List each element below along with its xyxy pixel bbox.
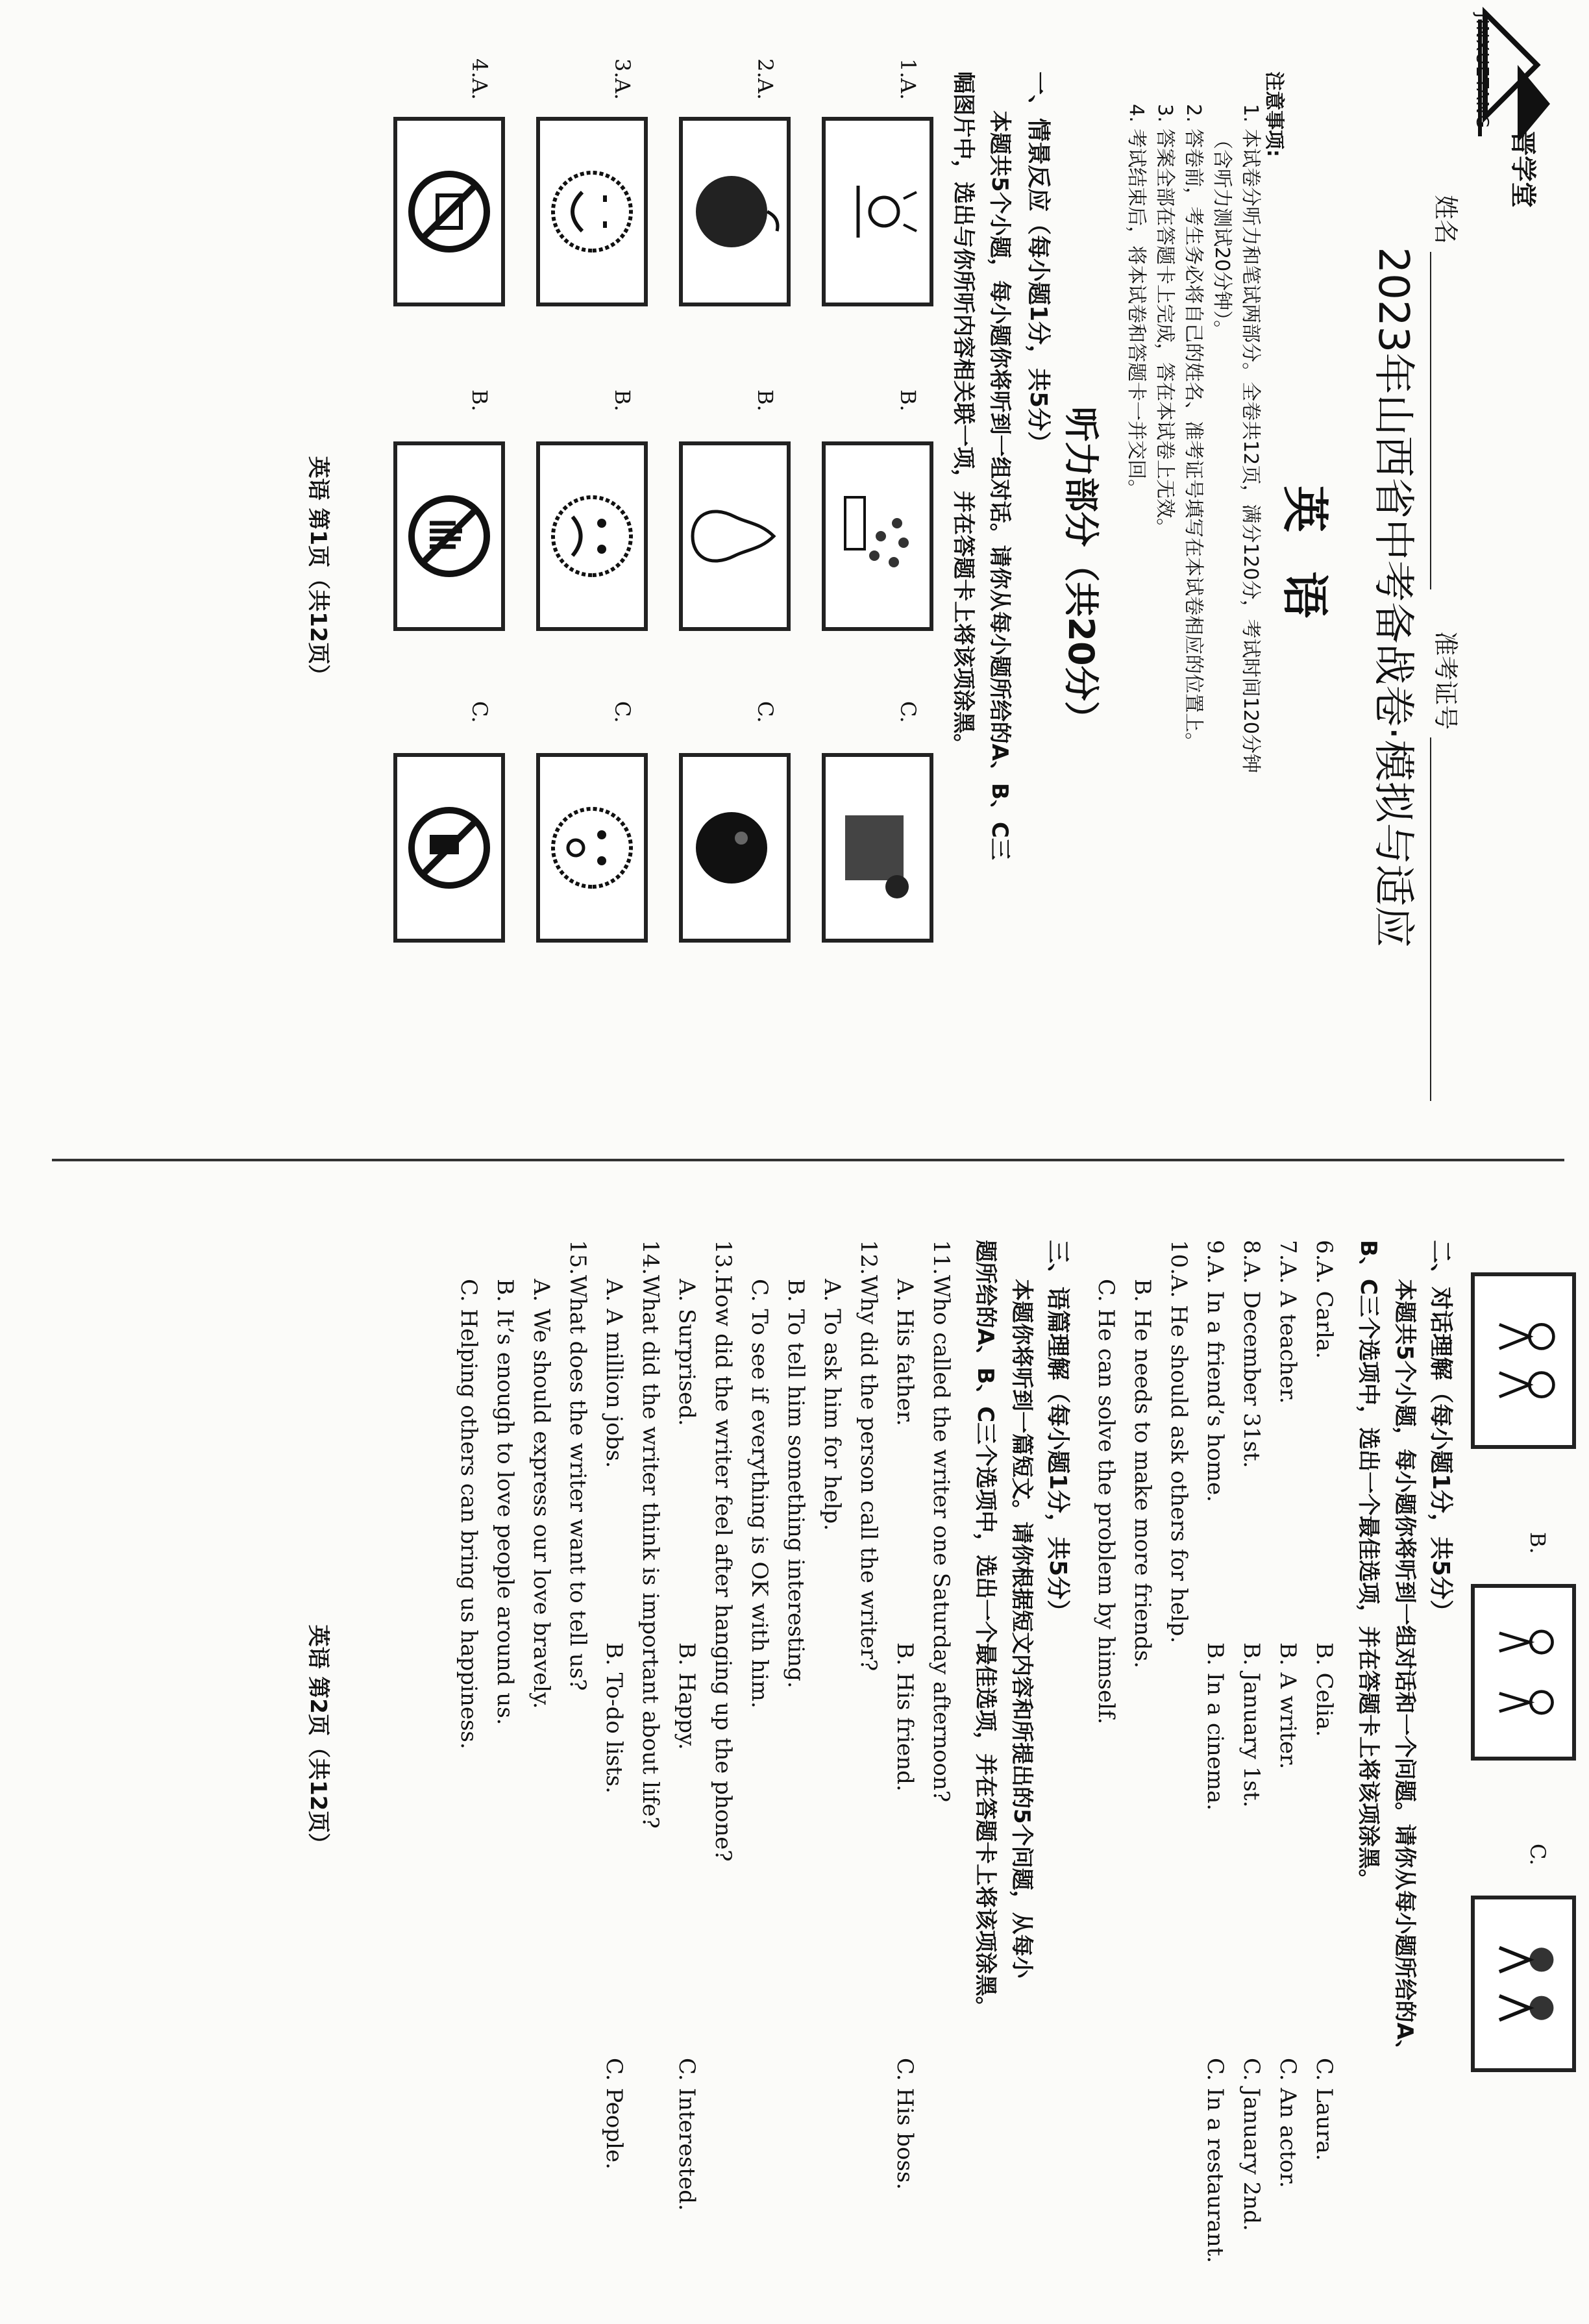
question-row xyxy=(1306,1240,1342,2292)
note-item: 4. 考试结束后，将本试卷和答题卡一并交回。 xyxy=(1125,104,1148,499)
q1-c-label: C. xyxy=(896,701,920,723)
q1-label: 1.A. xyxy=(896,58,920,100)
q2-option-a[interactable] xyxy=(679,117,791,306)
page-footer: 英语 第1页（共12页） xyxy=(305,456,331,687)
sparkle-icon xyxy=(826,121,930,303)
page-footer: 英语 第2页（共12页） xyxy=(305,1624,331,1855)
option-c[interactable]: C. An actor. xyxy=(1275,2058,1301,2188)
face-icon xyxy=(540,445,644,627)
question-text: 11.Who called the writer one Saturday afternoon? xyxy=(928,1240,954,1803)
option-a[interactable]: A. His father. xyxy=(892,1279,918,1426)
section2-instr-line: 本题共5个小题，每小题你将听到一组对话和一个问题。请你从每小题所给的A、 xyxy=(1392,1279,1418,2062)
q3-label: 3.A. xyxy=(610,58,635,100)
section1-title: 一、情景反应（每小题1分，共5分） xyxy=(1025,71,1052,455)
option-a[interactable]: A. A million jobs. xyxy=(601,1279,627,1468)
page-2 xyxy=(0,1168,1589,2311)
option-c[interactable]: C. He can solve the problem by himself. xyxy=(1093,1279,1119,1725)
section1-instructions xyxy=(945,71,1018,1123)
question-row xyxy=(1270,1240,1306,2292)
q5-option-b[interactable] xyxy=(1471,1584,1576,1761)
q5-c-label: C. xyxy=(1525,1844,1550,1866)
q1-option-b[interactable] xyxy=(822,441,933,631)
option-c[interactable]: C. His boss. xyxy=(892,2058,918,2190)
page-title: 2023年山西省中考备战卷·模拟与适应 xyxy=(1369,247,1417,948)
q2-label: 2.A. xyxy=(753,58,778,100)
question-text: 13.How did the writer feel after hanging up the phone? xyxy=(710,1240,736,1862)
q4-option-a[interactable] xyxy=(393,117,505,306)
listening-heading: 听力部分（共20分） xyxy=(1061,406,1102,736)
option-c[interactable]: C. Laura. xyxy=(1311,2058,1337,2161)
page-separator xyxy=(52,1159,1564,1161)
section2-instr-line: B、C三个选项中，选出一个最佳选项，并在答题卡上将该项涂黑。 xyxy=(1355,1240,1381,1891)
section2-questions xyxy=(1088,1240,1342,2292)
option-b[interactable]: B. It’s enough to love people around us. xyxy=(492,1279,518,1725)
q2-b-label: B. xyxy=(753,389,778,412)
option-b[interactable]: B. A writer. xyxy=(1275,1642,1301,1770)
option-a[interactable]: A. Surprised. xyxy=(674,1279,700,1426)
option-c[interactable]: C. In a restaurant. xyxy=(1202,2058,1228,2264)
q4-label: 4.A. xyxy=(467,58,492,100)
q3-option-c[interactable] xyxy=(536,753,648,943)
children-icon xyxy=(1475,1276,1572,1445)
q3-option-a[interactable] xyxy=(536,117,648,306)
q2-option-b[interactable] xyxy=(679,441,791,631)
sparkle-icon xyxy=(826,445,930,627)
name-line[interactable] xyxy=(1430,252,1431,589)
question-row xyxy=(1197,1240,1233,2292)
q5-option-c[interactable] xyxy=(1471,1896,1576,2072)
q4-option-b[interactable] xyxy=(393,441,505,631)
no-drink-icon xyxy=(397,757,501,939)
note-item: 3. 答案全部在答题卡上完成，答在本试卷上无效。 xyxy=(1153,104,1176,538)
q3-option-b[interactable] xyxy=(536,441,648,631)
option-b[interactable]: B. He needs to make more friends. xyxy=(1129,1279,1155,1668)
option-b[interactable]: B. In a cinema. xyxy=(1202,1642,1228,1811)
option-a[interactable]: 10.A. He should ask others for help. xyxy=(1166,1240,1192,1644)
option-a[interactable]: 8.A. December 31st. xyxy=(1238,1240,1264,1468)
notes-title: 注意事项: xyxy=(1263,71,1285,157)
question-row xyxy=(1233,1240,1270,2292)
section3-title: 三、语篇理解（每小题1分，共5分） xyxy=(1044,1240,1071,1624)
section1-instr-line: 本题共5个小题，每小题你将听到一组对话。请你从每小题所给的A、B、C三 xyxy=(987,110,1013,860)
option-c[interactable]: C. People. xyxy=(601,2058,627,2169)
q1-option-c[interactable] xyxy=(822,753,933,943)
option-a[interactable]: A. We should express our love bravely. xyxy=(528,1279,554,1709)
id-label: 准考证号 xyxy=(1431,631,1460,730)
option-b[interactable]: B. To tell him something interesting. xyxy=(783,1279,809,1688)
name-label: 姓名 xyxy=(1431,195,1460,245)
section2-instructions xyxy=(1350,1240,1423,2292)
page-1 xyxy=(0,0,1589,1143)
q4-b-label: B. xyxy=(467,389,492,412)
option-a[interactable]: 7.A. A teacher. xyxy=(1275,1240,1301,1404)
q2-option-c[interactable] xyxy=(679,753,791,943)
q3-b-label: B. xyxy=(610,389,635,412)
children-icon xyxy=(1475,1588,1572,1757)
note-item: （含听力测试20分钟）。 xyxy=(1211,130,1233,340)
no-photo-icon xyxy=(397,121,501,303)
section2-title: 二、对话理解（每小题1分，共5分） xyxy=(1427,1240,1454,1624)
note-item: 1. 本试卷分听力和笔试两部分。全卷共12页，满分120分，考试时间120分钟 xyxy=(1239,104,1262,773)
q4-c-label: C. xyxy=(467,701,492,723)
q1-b-label: B. xyxy=(896,389,920,412)
face-icon xyxy=(540,121,644,303)
section3-questions xyxy=(450,1240,959,2292)
option-c[interactable]: C. To see if everything is OK with him. xyxy=(746,1279,772,1709)
option-a[interactable]: 9.A. In a friend’s home. xyxy=(1202,1240,1228,1502)
logo-text: 晋学堂 xyxy=(1508,130,1538,208)
children-icon xyxy=(826,757,930,939)
option-b[interactable]: B. Happy. xyxy=(674,1642,700,1750)
question-text: 15.What does the writer want to tell us? xyxy=(565,1240,591,1691)
no-touch-icon xyxy=(397,445,501,627)
option-a[interactable]: 6.A. Carla. xyxy=(1311,1240,1337,1359)
subject-title: 英语 xyxy=(1277,485,1332,657)
option-c[interactable]: C. Interested. xyxy=(674,2058,700,2211)
pear-icon xyxy=(683,445,787,627)
apple-icon xyxy=(683,757,787,939)
q5-option-a[interactable] xyxy=(1471,1272,1576,1449)
face-icon xyxy=(540,757,644,939)
section3-instr-line: 题所给的A、B、C三个选项中，选出一个最佳选项，并在答题卡上将该项涂黑。 xyxy=(972,1240,998,2019)
section1-instr-line: 幅图片中，选出与你所听内容相关联一项，并在答题卡上将该项涂黑。 xyxy=(950,71,976,756)
question-text: 14.What did the writer think is important about life? xyxy=(637,1240,663,1829)
apple-icon xyxy=(683,121,787,303)
option-a[interactable]: A. To ask him for help. xyxy=(819,1279,845,1531)
option-b[interactable]: B. Celia. xyxy=(1311,1642,1337,1737)
option-c[interactable]: C. January 2nd. xyxy=(1238,2058,1264,2231)
q4-option-c[interactable] xyxy=(393,753,505,943)
notes-list xyxy=(1122,104,1264,1117)
name-row xyxy=(1430,195,1466,1101)
q3-c-label: C. xyxy=(610,701,635,723)
option-b[interactable]: B. His friend. xyxy=(892,1642,918,1792)
option-c[interactable]: C. Helping others can bring us happiness. xyxy=(456,1279,482,1749)
note-item: 2. 答卷前，考生务必将自己的姓名、准考证号填写在本试卷相应的位置上。 xyxy=(1182,104,1205,752)
section3-instr-line: 本题你将听到一篇短文。请你根据短文内容和所提出的5个问题，从每小 xyxy=(1009,1279,1035,1979)
q1-option-a[interactable] xyxy=(822,117,933,306)
section3-instructions xyxy=(967,1240,1040,2292)
question-text: 12.Why did the person call the writer? xyxy=(856,1240,881,1672)
children-icon xyxy=(1475,1899,1572,2068)
q5-b-label: B. xyxy=(1525,1532,1550,1554)
option-b[interactable]: B. To-do lists. xyxy=(601,1642,627,1794)
option-b[interactable]: B. January 1st. xyxy=(1238,1642,1264,1808)
id-line[interactable] xyxy=(1430,737,1431,1101)
logo-subtitle: JINXUETANG xyxy=(1472,13,1492,130)
q2-c-label: C. xyxy=(753,701,778,723)
